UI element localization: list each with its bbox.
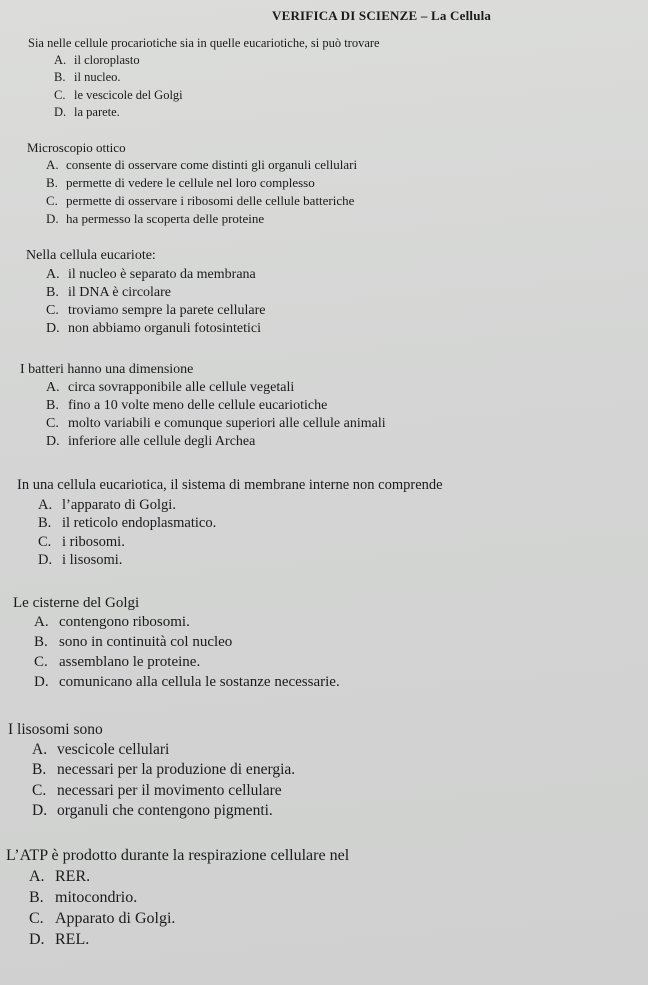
option-text: i lisosomi. (62, 552, 123, 568)
option-c (54, 89, 380, 102)
option-letter: C. (38, 533, 52, 550)
option-text: inferiore alle cellule degli Archea (68, 434, 256, 449)
option-text: Apparato di Golgi. (55, 910, 176, 927)
option-text: troviamo sempre la parete cellulare (68, 303, 266, 318)
option-b (32, 762, 295, 778)
question-stem: Sia nelle cellule procariotiche sia in quelle eucariotiche, si può trovare (28, 36, 380, 50)
option-text: assemblano le proteine. (59, 654, 201, 670)
question-1 (28, 37, 380, 124)
option-text: mitocondrio. (55, 889, 138, 906)
question-stem: In una cellula eucariotica, il sistema di membrane interne non comprende (17, 477, 443, 493)
option-letter: B. (54, 70, 66, 84)
option-letter: A. (34, 614, 49, 630)
question-stem: Le cisterne del Golgi (13, 595, 140, 611)
option-letter: A. (32, 740, 48, 758)
option-letter: D. (54, 105, 67, 119)
option-letter: B. (46, 285, 59, 300)
option-letter: C. (46, 193, 58, 208)
option-text: non abbiamo organuli fotosintetici (68, 321, 261, 336)
option-a (46, 158, 357, 171)
option-a (46, 381, 386, 395)
option-d (34, 675, 340, 690)
option-letter: D. (46, 321, 60, 336)
option-text: la parete. (74, 105, 120, 119)
option-a (32, 742, 295, 758)
question-7 (8, 722, 295, 824)
option-text: vescicole cellulari (57, 740, 170, 758)
question-3 (26, 249, 265, 340)
option-b (34, 635, 340, 650)
option-text: il DNA è circolare (68, 285, 172, 300)
option-text: molto variabili e comunque superiori alle cellule animali (68, 416, 386, 431)
option-text: i ribosomi. (62, 533, 125, 550)
option-letter: A. (46, 157, 59, 172)
option-d (46, 435, 386, 449)
question-stem: I batteri hanno una dimensione (20, 362, 194, 377)
option-text: il reticolo endoplasmatico. (62, 515, 217, 531)
option-letter: A. (38, 496, 53, 513)
option-letter: D. (29, 931, 45, 948)
option-text: circa sovrapponibile alle cellule vegetali (68, 380, 295, 395)
option-letter: B. (32, 761, 47, 778)
option-c (46, 417, 386, 431)
option-a (46, 268, 265, 282)
option-letter: D. (46, 211, 59, 226)
option-text: permette di osservare i ribosomi delle cellule batteriche (66, 193, 355, 208)
option-text: necessari per il movimento cellulare (57, 781, 282, 799)
option-c (46, 194, 357, 207)
option-text: comunicano alla cellula le sostanze necessarie. (59, 674, 340, 690)
option-b (29, 890, 349, 906)
option-a (54, 54, 380, 67)
option-letter: A. (29, 868, 45, 885)
option-letter: D. (32, 802, 48, 819)
option-letter: B. (38, 515, 52, 531)
option-letter: B. (34, 634, 48, 650)
option-text: il nucleo. (74, 70, 121, 84)
option-text: REL. (55, 931, 90, 948)
option-letter: B. (29, 889, 44, 906)
option-letter: C. (29, 910, 44, 927)
option-letter: D. (34, 674, 49, 690)
option-d (46, 322, 265, 336)
option-text: contengono ribosomi. (59, 614, 190, 630)
question-6 (13, 596, 340, 695)
option-d (54, 106, 380, 119)
option-c (38, 535, 443, 550)
option-letter: A. (46, 380, 60, 395)
option-b (38, 516, 443, 531)
option-text: ha permesso la scoperta delle proteine (66, 211, 265, 226)
option-b (46, 176, 357, 189)
option-c (34, 655, 340, 670)
option-text: le vescicole del Golgi (74, 87, 183, 102)
option-letter: C. (46, 303, 59, 318)
option-letter: A. (54, 52, 67, 67)
option-letter: C. (32, 781, 47, 799)
option-a (38, 498, 443, 513)
option-letter: C. (54, 87, 66, 102)
option-letter: C. (34, 654, 48, 670)
option-letter: B. (46, 398, 59, 413)
question-5 (17, 478, 443, 572)
option-b (46, 286, 265, 300)
question-4 (20, 363, 386, 453)
option-c (29, 911, 349, 927)
option-c (46, 304, 265, 318)
option-text: organuli che contengono pigmenti. (57, 802, 273, 819)
option-letter: A. (46, 267, 60, 282)
option-a (29, 869, 349, 885)
option-d (38, 553, 443, 568)
option-d (46, 212, 357, 225)
option-b (46, 399, 386, 413)
option-text: permette di vedere le cellule nel loro complesso (66, 175, 315, 190)
option-letter: D. (38, 552, 53, 568)
option-a (34, 615, 340, 630)
question-8 (6, 848, 349, 953)
option-text: sono in continuità col nucleo (59, 634, 233, 650)
option-text: il cloroplasto (74, 52, 140, 67)
option-d (32, 803, 295, 819)
option-d (29, 932, 349, 948)
option-b (54, 71, 380, 84)
question-2 (27, 141, 357, 230)
option-c (32, 783, 295, 799)
option-text: consente di osservare come distinti gli organuli cellulari (66, 157, 358, 172)
question-stem: Microscopio ottico (27, 140, 126, 155)
question-stem: Nella cellula eucariote: (26, 248, 156, 263)
option-text: l’apparato di Golgi. (62, 496, 176, 513)
option-letter: C. (46, 416, 59, 431)
option-letter: D. (46, 434, 60, 449)
option-text: necessari per la produzione di energia. (57, 761, 296, 778)
question-stem: I lisosomi sono (8, 721, 103, 738)
option-text: RER. (55, 868, 91, 885)
option-text: il nucleo è separato da membrana (68, 267, 256, 282)
option-text: fino a 10 volte meno delle cellule eucariotiche (68, 398, 328, 413)
page-title: VERIFICA DI SCIENZE – La Cellula (272, 8, 492, 23)
question-stem: L’ATP è prodotto durante la respirazione cellulare nel (6, 847, 350, 864)
option-letter: B. (46, 175, 58, 190)
